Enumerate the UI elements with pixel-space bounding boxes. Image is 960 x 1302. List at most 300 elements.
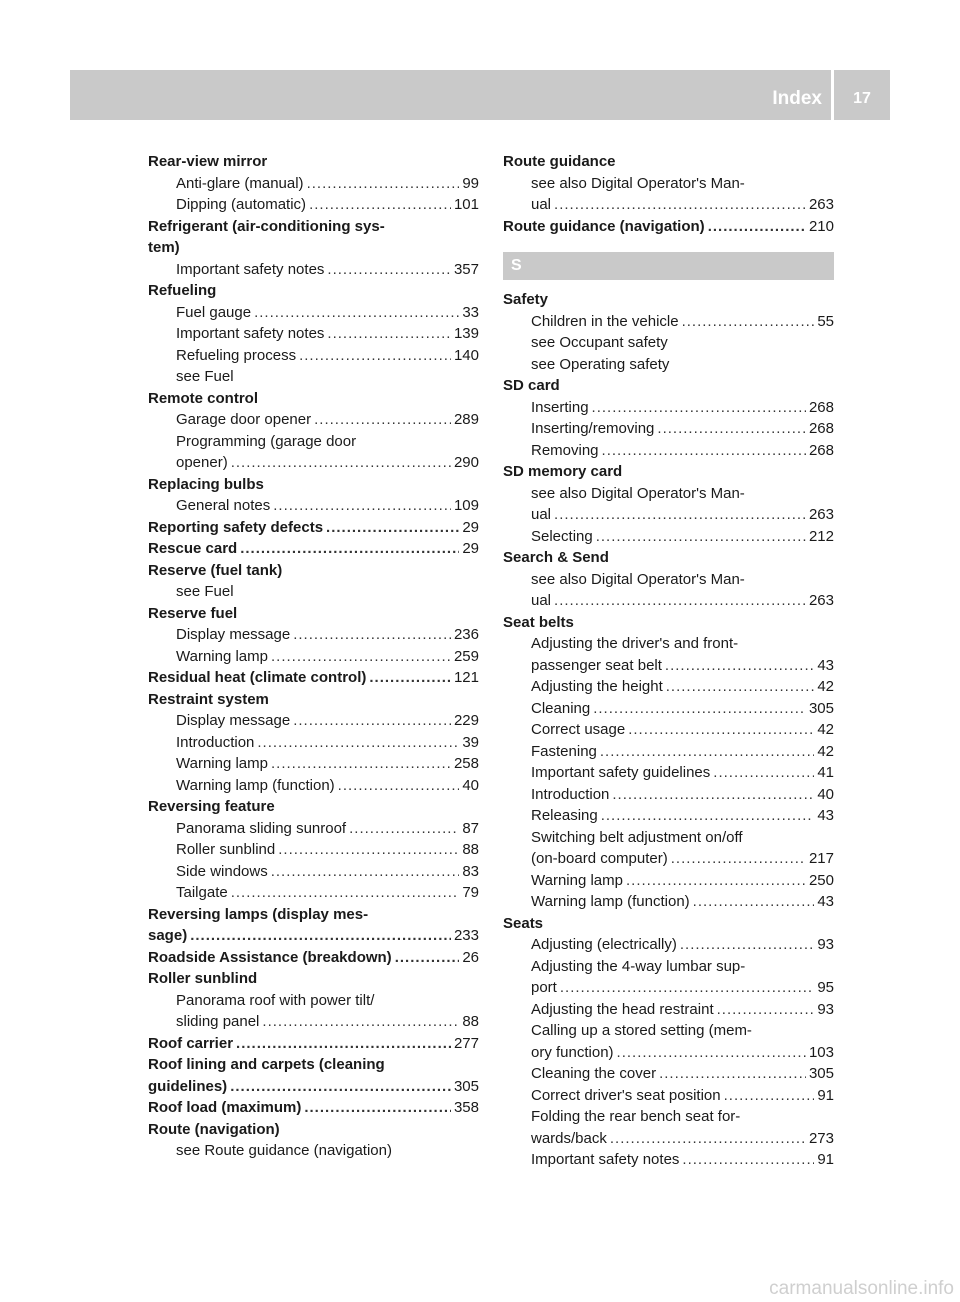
index-subentry	[503, 418, 834, 440]
dot-leader	[626, 870, 806, 892]
entry-text: Adjusting the height	[531, 678, 663, 695]
dot-leader	[271, 646, 451, 668]
index-subentry	[503, 590, 834, 612]
page-ref: 93	[817, 936, 834, 953]
entry-text: Introduction	[531, 785, 610, 803]
dot-leader	[693, 891, 815, 913]
page-ref: 259	[453, 647, 479, 665]
entry-text: Reserve fuel	[148, 604, 238, 622]
page-ref: 258	[453, 755, 479, 772]
entry-text: Roof load (maximum)	[148, 1099, 302, 1116]
entry-text: Seat belts	[503, 613, 574, 631]
page-header	[70, 70, 890, 120]
entry-text: see also Digital Operator's Man-	[531, 570, 745, 588]
dot-leader	[554, 590, 806, 612]
entry-text: Introduction	[176, 733, 255, 751]
dot-leader	[665, 655, 814, 677]
section-title: Index	[772, 88, 822, 109]
index-entry	[148, 538, 479, 560]
index-subentry	[503, 805, 834, 827]
index-subentry	[503, 934, 834, 956]
index-entry	[148, 517, 479, 539]
page-ref: 29	[462, 518, 479, 536]
entry-text: Correct usage	[531, 721, 626, 738]
page-ref: 250	[808, 871, 834, 889]
index-entry	[148, 1054, 479, 1076]
dot-leader	[190, 925, 451, 947]
dot-leader	[713, 762, 814, 784]
entry-text: Anti-glare (manual)	[176, 174, 304, 192]
index-entry	[503, 461, 834, 483]
entry-text: see Fuel	[176, 368, 234, 385]
index-entry	[148, 388, 479, 410]
index-entry	[148, 237, 479, 259]
index-subentry	[503, 194, 834, 216]
index-subentry	[503, 440, 834, 462]
page-ref: 289	[453, 411, 479, 428]
page-ref: 233	[453, 927, 479, 944]
entry-text: Route guidance (navigation)	[503, 217, 705, 235]
entry-text: Residual heat (climate control)	[148, 669, 367, 686]
dot-leader	[304, 1097, 451, 1119]
index-column-left	[148, 151, 479, 1162]
dot-leader	[592, 397, 806, 419]
page-ref: 43	[817, 893, 834, 910]
entry-text: Adjusting the driver's and front-	[531, 635, 739, 652]
index-subentry	[503, 999, 834, 1021]
index-subentry	[503, 1020, 834, 1042]
index-subentry	[503, 891, 834, 913]
index-subentry	[503, 719, 834, 741]
dot-leader	[231, 882, 460, 904]
dot-leader	[314, 409, 451, 431]
page-ref: 33	[462, 303, 479, 321]
index-entry	[148, 947, 479, 969]
index-subentry	[148, 194, 479, 216]
entry-text: SD memory card	[503, 463, 623, 480]
dot-leader	[338, 775, 460, 797]
index-subentry	[503, 633, 834, 655]
entry-text: Calling up a stored setting (mem-	[531, 1022, 752, 1039]
dot-leader	[600, 741, 814, 763]
entry-text: Roof lining and carpets (cleaning	[148, 1056, 385, 1073]
entry-text: see also Digital Operator's Man-	[531, 484, 745, 502]
index-subentry	[148, 646, 479, 668]
dot-leader	[610, 1128, 806, 1150]
dot-leader	[666, 676, 815, 698]
page-ref: 263	[808, 196, 834, 213]
entry-text: Tailgate	[176, 884, 228, 901]
entry-text: see Fuel	[176, 583, 234, 600]
index-subentry	[503, 956, 834, 978]
entry-text: Roller sunblind	[148, 970, 258, 987]
entry-text: Rear-view mirror	[148, 153, 268, 170]
index-subentry	[148, 409, 479, 431]
dot-leader	[299, 345, 451, 367]
entry-text: Removing	[531, 441, 599, 459]
entry-text: ual	[531, 592, 552, 609]
index-subentry	[148, 1011, 479, 1033]
index-subentry	[503, 1042, 834, 1064]
entry-text: Releasing	[531, 807, 598, 824]
index-entry	[148, 925, 479, 947]
entry-text: General notes	[176, 497, 271, 514]
entry-text: Fastening	[531, 742, 597, 760]
page-ref: 212	[808, 527, 834, 545]
entry-text: see Operating safety	[531, 355, 670, 373]
page-ref: 109	[453, 497, 479, 514]
index-subentry	[503, 483, 834, 505]
entry-text: (on-board computer)	[531, 850, 668, 867]
index-entry	[503, 913, 834, 935]
dot-leader	[271, 753, 451, 775]
entry-text: Warning lamp (function)	[531, 893, 690, 910]
page-ref: 273	[808, 1129, 834, 1147]
page-ref: 263	[808, 592, 834, 609]
entry-text: SD card	[503, 377, 560, 394]
entry-text: port	[531, 979, 557, 996]
entry-text: Display message	[176, 626, 291, 643]
index-subentry	[503, 741, 834, 763]
page-number: 17	[853, 90, 871, 107]
entry-text: Adjusting the 4-way lumbar sup-	[531, 957, 746, 975]
index-subentry	[148, 302, 479, 324]
index-subentry	[503, 397, 834, 419]
index-subentry	[148, 1140, 479, 1162]
page-ref: 91	[817, 1086, 834, 1104]
page-ref: 268	[808, 398, 834, 416]
entry-text: Important safety notes	[176, 260, 325, 278]
page-ref: 79	[462, 884, 479, 901]
page-ref: 40	[817, 785, 834, 803]
index-subentry	[503, 784, 834, 806]
page-ref: 290	[453, 454, 479, 471]
index-subentry	[503, 504, 834, 526]
index-entry	[148, 904, 479, 926]
index-entry	[148, 968, 479, 990]
page-ref: 121	[453, 669, 479, 686]
index-subentry	[148, 818, 479, 840]
page-ref: 263	[808, 506, 834, 523]
index-subentry	[148, 624, 479, 646]
index-subentry	[148, 839, 479, 861]
index-subentry	[148, 259, 479, 281]
index-entry	[148, 474, 479, 496]
index-entry	[148, 1097, 479, 1119]
index-subentry	[148, 710, 479, 732]
index-subentry	[503, 569, 834, 591]
entry-text: passenger seat belt	[531, 656, 662, 674]
page-ref: 41	[817, 764, 834, 781]
entry-text: Adjusting (electrically)	[531, 936, 677, 953]
entry-text: guidelines)	[148, 1077, 228, 1095]
index-entry	[148, 796, 479, 818]
page-ref: 305	[808, 1065, 834, 1082]
index-subentry	[503, 1063, 834, 1085]
entry-text: see Occupant safety	[531, 334, 668, 351]
page-ref: 99	[462, 174, 479, 192]
entry-text: Reserve (fuel tank)	[148, 561, 283, 579]
index-subentry	[148, 882, 479, 904]
dot-leader	[596, 526, 806, 548]
index-entry	[148, 1119, 479, 1141]
entry-text: Search & Send	[503, 549, 609, 566]
entry-text: Garage door opener	[176, 411, 312, 428]
index-entry	[148, 1076, 479, 1098]
page-ref: 101	[453, 196, 479, 213]
dot-leader	[327, 323, 451, 345]
entry-text: ual	[531, 506, 552, 523]
dot-leader	[236, 1033, 451, 1055]
page-ref: 139	[453, 325, 479, 342]
entry-text: Important safety notes	[176, 325, 325, 342]
index-subentry	[503, 354, 834, 376]
entry-text: Warning lamp (function)	[176, 776, 335, 794]
entry-text: Important safety guidelines	[531, 764, 711, 781]
page-ref: 305	[808, 699, 834, 717]
page-ref: 26	[462, 948, 479, 966]
index-entry	[503, 612, 834, 634]
page-ref: 95	[817, 979, 834, 996]
page-ref: 103	[808, 1043, 834, 1061]
entry-text: see Route guidance (navigation)	[176, 1142, 392, 1159]
index-subentry	[148, 861, 479, 883]
entry-text: ual	[531, 196, 552, 213]
entry-text: Roller sunblind	[176, 841, 276, 858]
entry-text: Warning lamp	[531, 871, 623, 889]
dot-leader	[327, 259, 451, 281]
page-ref: 43	[817, 807, 834, 824]
index-subentry	[148, 495, 479, 517]
page-ref: 55	[817, 312, 834, 330]
index-subentry	[503, 698, 834, 720]
index-subentry	[148, 753, 479, 775]
page-ref: 217	[808, 850, 834, 867]
page-ref: 87	[462, 819, 479, 837]
index-subentry	[503, 655, 834, 677]
entry-text: Folding the rear bench seat for-	[531, 1108, 741, 1125]
dot-leader	[602, 440, 806, 462]
entry-text: Switching belt adjustment on/off	[531, 828, 743, 846]
entry-text: Remote control	[148, 389, 259, 407]
entry-text: Rescue card	[148, 540, 238, 557]
index-subentry	[503, 848, 834, 870]
entry-text: Safety	[503, 291, 549, 308]
entry-text: sage)	[148, 927, 188, 944]
entry-text: Important safety notes	[531, 1151, 680, 1168]
index-subentry	[503, 977, 834, 999]
dot-leader	[680, 934, 814, 956]
entry-text: Roadside Assistance (breakdown)	[148, 948, 392, 966]
index-subentry	[503, 311, 834, 333]
entry-text: Refueling	[148, 282, 217, 299]
page-ref: 42	[817, 721, 834, 738]
entry-text: Replacing bulbs	[148, 475, 264, 493]
entry-text: Refrigerant (air-conditioning sys-	[148, 217, 385, 235]
dot-leader	[717, 999, 815, 1021]
entry-text: Inserting	[531, 398, 589, 416]
dot-leader	[349, 818, 459, 840]
index-subentry	[148, 173, 479, 195]
index-entry	[148, 151, 479, 173]
entry-text: Reporting safety defects	[148, 518, 324, 536]
entry-text: Reversing feature	[148, 798, 275, 815]
index-entry	[503, 547, 834, 569]
dot-leader	[309, 194, 451, 216]
index-entry	[148, 667, 479, 689]
index-entry	[503, 216, 834, 238]
entry-text: Restraint system	[148, 690, 269, 708]
dot-leader	[293, 710, 451, 732]
dot-leader	[682, 311, 815, 333]
dot-leader	[724, 1085, 815, 1107]
dot-leader	[554, 504, 806, 526]
index-entry	[503, 151, 834, 173]
entry-text: sliding panel	[176, 1013, 260, 1030]
index-subentry	[503, 173, 834, 195]
page-ref: 210	[808, 217, 834, 235]
page-ref: 88	[462, 1013, 479, 1030]
index-entry	[148, 560, 479, 582]
page-ref: 305	[453, 1077, 479, 1095]
entry-text: see also Digital Operator's Man-	[531, 174, 745, 192]
entry-text: Panorama roof with power tilt/	[176, 991, 375, 1009]
page-ref: 268	[808, 420, 834, 437]
index-subentry	[503, 526, 834, 548]
letter-heading: S	[503, 252, 834, 280]
index-entry	[503, 375, 834, 397]
dot-leader	[682, 1149, 814, 1171]
dot-leader	[628, 719, 814, 741]
dot-leader	[257, 732, 459, 754]
page-ref: 88	[462, 841, 479, 858]
page-ref: 42	[817, 742, 834, 760]
index-subentry	[148, 990, 479, 1012]
entry-text: Warning lamp	[176, 647, 268, 665]
entry-text: Children in the vehicle	[531, 312, 679, 330]
index-entry	[148, 216, 479, 238]
dot-leader	[612, 784, 814, 806]
index-entry	[148, 1033, 479, 1055]
index-subentry	[148, 431, 479, 453]
entry-text: opener)	[176, 454, 228, 471]
dot-leader	[254, 302, 459, 324]
entry-text: Correct driver's seat position	[531, 1086, 721, 1104]
dot-leader	[273, 495, 451, 517]
index-subentry	[148, 366, 479, 388]
dot-leader	[560, 977, 814, 999]
page-ref: 43	[817, 656, 834, 674]
index-subentry	[503, 1128, 834, 1150]
entry-text: Programming (garage door	[176, 432, 357, 450]
dot-leader	[659, 1063, 806, 1085]
page-ref: 42	[817, 678, 834, 695]
page-ref: 29	[462, 540, 479, 557]
entry-text: Adjusting the head restraint	[531, 1000, 714, 1018]
index-subentry	[148, 452, 479, 474]
entry-text: Selecting	[531, 527, 593, 545]
dot-leader	[231, 452, 451, 474]
dot-leader	[395, 947, 460, 969]
index-subentry	[148, 345, 479, 367]
index-entry	[148, 603, 479, 625]
dot-leader	[262, 1011, 459, 1033]
entry-text: Fuel gauge	[176, 303, 252, 321]
page-ref: 357	[453, 260, 479, 278]
page-ref: 40	[462, 776, 479, 794]
entry-text: Inserting/removing	[531, 420, 655, 437]
dot-leader	[307, 173, 460, 195]
entry-text: Route guidance	[503, 153, 616, 170]
entry-text: Warning lamp	[176, 755, 268, 772]
index-subentry	[148, 732, 479, 754]
index-subentry	[503, 676, 834, 698]
entry-text: tem)	[148, 239, 180, 256]
dot-leader	[708, 216, 806, 238]
entry-text: Cleaning the cover	[531, 1065, 657, 1082]
dot-leader	[601, 805, 815, 827]
page-ref: 236	[453, 626, 479, 643]
index-subentry	[503, 1149, 834, 1171]
page-ref: 83	[462, 862, 479, 880]
index-subentry	[148, 775, 479, 797]
entry-text: Reversing lamps (display mes-	[148, 905, 369, 923]
dot-leader	[278, 839, 459, 861]
index-entry	[148, 280, 479, 302]
index-entry	[503, 289, 834, 311]
index-subentry	[503, 762, 834, 784]
index-subentry	[148, 581, 479, 603]
watermark: carmanualsonline.info	[769, 1278, 954, 1299]
entry-text: Panorama sliding sunroof	[176, 819, 347, 837]
page-ref: 229	[453, 712, 479, 729]
dot-leader	[593, 698, 806, 720]
page-ref: 277	[453, 1034, 479, 1052]
dot-leader	[293, 624, 451, 646]
dot-leader	[230, 1076, 451, 1098]
page-ref: 91	[817, 1151, 834, 1168]
index-subentry	[503, 827, 834, 849]
index-subentry	[503, 1085, 834, 1107]
entry-text: Route (navigation)	[148, 1120, 280, 1138]
dot-leader	[671, 848, 806, 870]
entry-text: Display message	[176, 712, 291, 729]
entry-text: Side windows	[176, 862, 268, 880]
page-ref: 140	[453, 346, 479, 364]
index-subentry	[503, 870, 834, 892]
dot-leader	[326, 517, 459, 539]
dot-leader	[271, 861, 460, 883]
page-ref: 358	[453, 1099, 479, 1116]
dot-leader	[369, 667, 451, 689]
dot-leader	[657, 418, 806, 440]
entry-text: Cleaning	[531, 699, 591, 717]
entry-text: ory function)	[531, 1043, 614, 1061]
index-subentry	[503, 332, 834, 354]
entry-text: wards/back	[531, 1129, 607, 1147]
dot-leader	[554, 194, 806, 216]
index-entry	[148, 689, 479, 711]
entry-text: Seats	[503, 914, 544, 932]
page-ref: 268	[808, 441, 834, 459]
entry-text: Roof carrier	[148, 1034, 234, 1052]
index-column-right	[503, 151, 834, 1171]
index-subentry	[148, 323, 479, 345]
entry-text: Refueling process	[176, 346, 297, 364]
dot-leader	[240, 538, 459, 560]
index-subentry	[503, 1106, 834, 1128]
page-ref: 93	[817, 1000, 834, 1018]
